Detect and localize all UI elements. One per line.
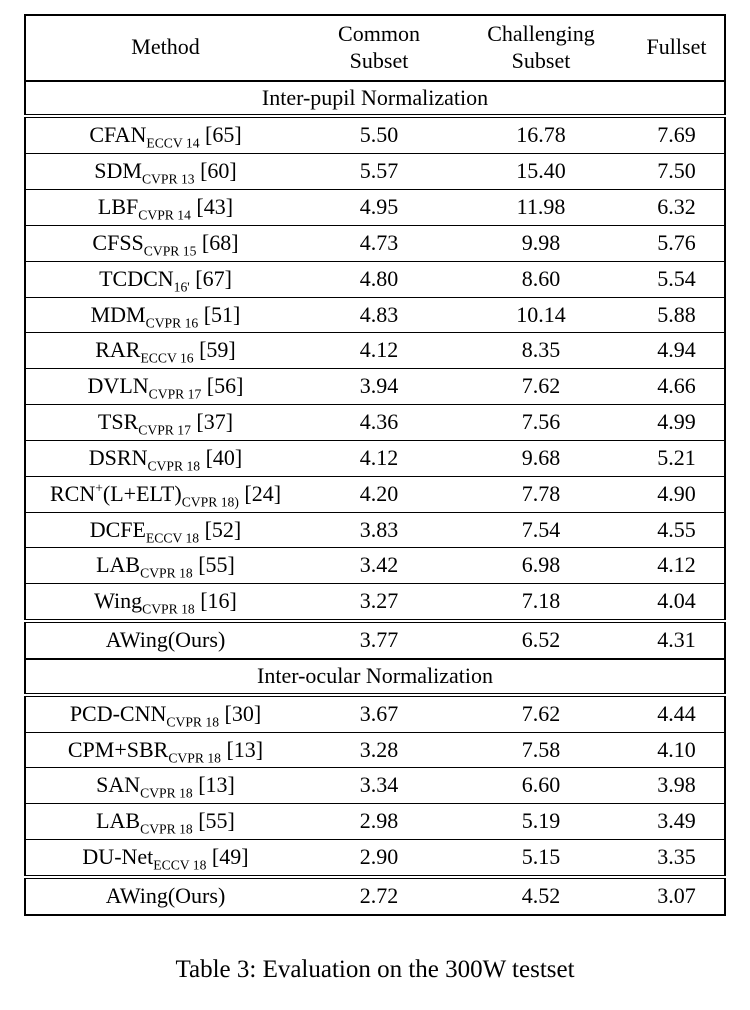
method-text: CVPR 18 xyxy=(140,565,193,581)
value-cell: 4.12 xyxy=(629,548,725,584)
table-row xyxy=(25,225,725,261)
section-title-row xyxy=(25,81,725,117)
method-text: CVPR 18 xyxy=(140,821,193,837)
method-text: CVPR 18 xyxy=(166,714,220,730)
value-cell: 5.76 xyxy=(629,225,725,261)
method-text: CVPR 17 xyxy=(138,422,191,438)
value-cell: 7.62 xyxy=(453,369,629,405)
value-cell: 7.58 xyxy=(453,732,629,768)
value-cell: 5.50 xyxy=(305,116,453,153)
method-text: [56] xyxy=(201,373,244,399)
method-text: [59] xyxy=(193,337,236,363)
summary-row xyxy=(25,877,725,915)
table-row xyxy=(25,732,725,768)
value-cell: 3.77 xyxy=(305,621,453,659)
method-cell xyxy=(25,116,305,153)
method-text: [51] xyxy=(198,301,241,327)
value-cell: 2.72 xyxy=(305,877,453,915)
method-text: [55] xyxy=(192,552,235,578)
value-cell: 3.42 xyxy=(305,548,453,584)
value-cell: 6.98 xyxy=(453,548,629,584)
table-row xyxy=(25,548,725,584)
value-cell: 6.60 xyxy=(453,768,629,804)
table-row xyxy=(25,333,725,369)
method-text: RCN xyxy=(49,480,96,506)
value-cell: 4.55 xyxy=(629,512,725,548)
method-text: AWing(Ours) xyxy=(105,882,226,908)
method-text: LAB xyxy=(96,552,141,578)
value-cell: 6.52 xyxy=(453,621,629,659)
method-text: LBF xyxy=(97,194,139,220)
method-text: CFSS xyxy=(92,229,144,255)
value-cell: 8.35 xyxy=(453,333,629,369)
value-cell: 2.90 xyxy=(305,840,453,877)
method-cell xyxy=(25,732,305,768)
method-text: CVPR 18) xyxy=(181,494,239,510)
value-cell: 5.19 xyxy=(453,804,629,840)
method-cell xyxy=(25,190,305,226)
header-fullset: Fullset xyxy=(629,15,725,81)
method-cell xyxy=(25,877,305,915)
method-text: PCD-CNN xyxy=(69,700,167,726)
method-text: CVPR 18 xyxy=(147,458,201,474)
table-row xyxy=(25,695,725,732)
method-text: AWing(Ours) xyxy=(105,627,226,653)
value-cell: 4.36 xyxy=(305,405,453,441)
table-row xyxy=(25,297,725,333)
method-text: DVLN xyxy=(87,373,149,399)
method-text: ECCV 18 xyxy=(153,857,207,873)
value-cell: 9.68 xyxy=(453,440,629,476)
method-cell xyxy=(25,440,305,476)
method-text: CVPR 15 xyxy=(143,243,197,259)
value-cell: 11.98 xyxy=(453,190,629,226)
header-line-1: Common xyxy=(338,21,420,46)
method-text: CVPR 18 xyxy=(140,785,193,801)
value-cell: 3.98 xyxy=(629,768,725,804)
method-cell xyxy=(25,840,305,877)
method-text: [49] xyxy=(206,844,249,870)
value-cell: 3.27 xyxy=(305,584,453,621)
table-row xyxy=(25,512,725,548)
method-cell xyxy=(25,297,305,333)
value-cell: 4.12 xyxy=(305,440,453,476)
table-row xyxy=(25,840,725,877)
value-cell: 4.04 xyxy=(629,584,725,621)
method-cell xyxy=(25,584,305,621)
table-row xyxy=(25,768,725,804)
table-row xyxy=(25,440,725,476)
value-cell: 4.95 xyxy=(305,190,453,226)
method-text: CVPR 14 xyxy=(138,207,191,223)
value-cell: 4.44 xyxy=(629,695,725,732)
table-row xyxy=(25,476,725,512)
value-cell: 3.07 xyxy=(629,877,725,915)
value-cell: 15.40 xyxy=(453,154,629,190)
value-cell: 5.54 xyxy=(629,261,725,297)
method-cell xyxy=(25,154,305,190)
method-text: (L+ELT) xyxy=(102,480,182,506)
method-cell xyxy=(25,405,305,441)
value-cell: 5.15 xyxy=(453,840,629,877)
method-text: SAN xyxy=(96,772,141,798)
method-text: [40] xyxy=(200,444,243,470)
value-cell: 4.83 xyxy=(305,297,453,333)
method-cell xyxy=(25,768,305,804)
method-text: CFAN xyxy=(89,122,147,148)
header-line-2: Subset xyxy=(349,47,409,73)
value-cell: 7.78 xyxy=(453,476,629,512)
method-text: [68] xyxy=(196,229,239,255)
method-text: [52] xyxy=(199,516,242,542)
method-text: DU-Net xyxy=(82,844,154,870)
method-text: [55] xyxy=(192,808,235,834)
value-cell: 4.10 xyxy=(629,732,725,768)
method-text: + xyxy=(95,480,103,496)
value-cell: 3.34 xyxy=(305,768,453,804)
table-row xyxy=(25,116,725,153)
method-text: [37] xyxy=(190,409,234,435)
value-cell: 3.94 xyxy=(305,369,453,405)
method-text: LAB xyxy=(96,808,141,834)
method-text: ECCV 16 xyxy=(140,350,194,366)
table-header-row xyxy=(25,15,725,81)
header-common-subset xyxy=(305,15,453,81)
method-text: TSR xyxy=(97,409,139,435)
method-text: SDM xyxy=(94,158,142,184)
value-cell: 4.20 xyxy=(305,476,453,512)
method-text: DCFE xyxy=(89,516,146,542)
value-cell: 3.49 xyxy=(629,804,725,840)
value-cell: 4.12 xyxy=(305,333,453,369)
value-cell: 3.67 xyxy=(305,695,453,732)
header-challenging-subset xyxy=(453,15,629,81)
value-cell: 7.56 xyxy=(453,405,629,441)
value-cell: 4.73 xyxy=(305,225,453,261)
method-text: CVPR 13 xyxy=(141,171,195,187)
header-line-1: Challenging xyxy=(487,21,595,46)
method-text: CVPR 18 xyxy=(142,601,195,617)
value-cell: 3.28 xyxy=(305,732,453,768)
value-cell: 7.62 xyxy=(453,695,629,732)
header-method: Method xyxy=(25,15,305,81)
value-cell: 5.21 xyxy=(629,440,725,476)
table-row xyxy=(25,261,725,297)
method-cell xyxy=(25,369,305,405)
method-cell xyxy=(25,804,305,840)
method-text: [13] xyxy=(192,772,235,798)
value-cell: 4.80 xyxy=(305,261,453,297)
table-row xyxy=(25,190,725,226)
method-text: [24] xyxy=(238,480,282,506)
table-row xyxy=(25,405,725,441)
value-cell: 2.98 xyxy=(305,804,453,840)
table-row xyxy=(25,369,725,405)
method-text: CVPR 16 xyxy=(145,315,199,331)
value-cell: 4.94 xyxy=(629,333,725,369)
value-cell: 3.83 xyxy=(305,512,453,548)
value-cell: 4.66 xyxy=(629,369,725,405)
value-cell: 4.90 xyxy=(629,476,725,512)
method-text: Wing xyxy=(94,588,143,614)
table-row xyxy=(25,584,725,621)
method-text: DSRN xyxy=(88,444,148,470)
value-cell: 10.14 xyxy=(453,297,629,333)
method-text: [65] xyxy=(199,122,242,148)
method-text: [43] xyxy=(190,194,234,220)
method-text: TCDCN xyxy=(99,265,174,291)
results-table xyxy=(24,14,726,916)
value-cell: 3.35 xyxy=(629,840,725,877)
value-cell: 8.60 xyxy=(453,261,629,297)
value-cell: 4.31 xyxy=(629,621,725,659)
value-cell: 16.78 xyxy=(453,116,629,153)
method-text: CVPR 17 xyxy=(148,386,202,402)
header-line-2: Subset xyxy=(511,47,571,73)
value-cell: 4.52 xyxy=(453,877,629,915)
value-cell: 7.18 xyxy=(453,584,629,621)
value-cell: 7.54 xyxy=(453,512,629,548)
section-title: Inter-pupil Normalization xyxy=(25,81,725,117)
table-row xyxy=(25,154,725,190)
method-text: MDM xyxy=(90,301,146,327)
method-cell xyxy=(25,695,305,732)
method-text: ECCV 18 xyxy=(145,529,200,545)
table-row xyxy=(25,804,725,840)
value-cell: 5.88 xyxy=(629,297,725,333)
value-cell: 5.57 xyxy=(305,154,453,190)
method-text: [67] xyxy=(189,265,232,291)
method-text: RAR xyxy=(95,337,141,363)
method-text: [60] xyxy=(194,158,237,184)
method-text: [13] xyxy=(220,736,264,762)
section-title: Inter-ocular Normalization xyxy=(25,659,725,695)
method-text: ECCV 14 xyxy=(146,135,200,151)
method-cell xyxy=(25,621,305,659)
method-cell xyxy=(25,476,305,512)
table-caption: Table 3: Evaluation on the 300W testset xyxy=(175,955,575,983)
method-text: [30] xyxy=(219,700,262,726)
value-cell: 4.99 xyxy=(629,405,725,441)
value-cell: 7.50 xyxy=(629,154,725,190)
method-text: CPM+SBR xyxy=(67,736,169,762)
section-title-row xyxy=(25,659,725,695)
method-text: CVPR 18 xyxy=(168,749,221,765)
method-cell xyxy=(25,548,305,584)
value-cell: 6.32 xyxy=(629,190,725,226)
value-cell: 9.98 xyxy=(453,225,629,261)
summary-row xyxy=(25,621,725,659)
value-cell: 7.69 xyxy=(629,116,725,153)
method-cell xyxy=(25,225,305,261)
method-cell xyxy=(25,512,305,548)
method-cell xyxy=(25,261,305,297)
method-text: 16' xyxy=(173,279,190,295)
method-cell xyxy=(25,333,305,369)
method-text: [16] xyxy=(194,588,237,614)
